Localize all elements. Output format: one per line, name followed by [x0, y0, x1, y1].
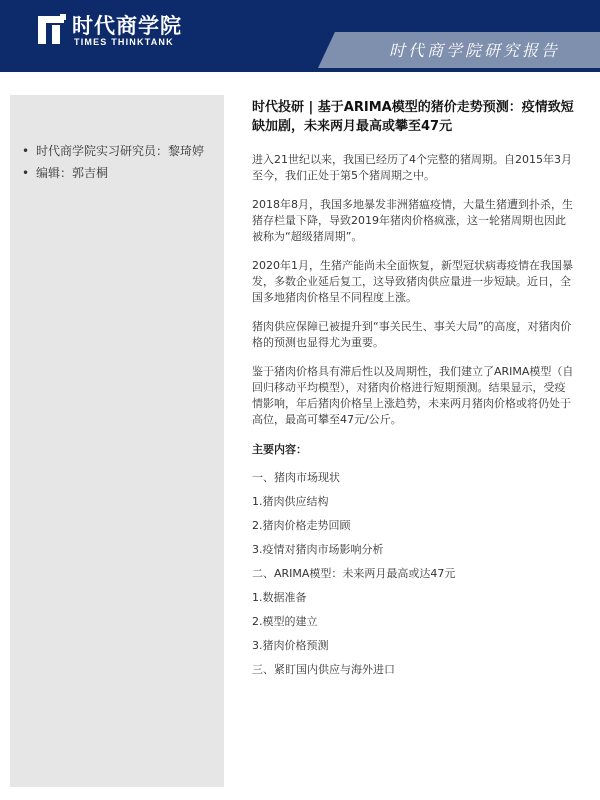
author-text: 时代商学院实习研究员：黎琦婷	[36, 144, 205, 158]
brand-logo-icon	[38, 14, 66, 44]
brand-name-en: TIMES THINKTANK	[74, 37, 174, 47]
toc-item: 2.猪肉价格走势回顾	[252, 519, 351, 532]
editor-text: 编辑：郭吉桐	[36, 166, 109, 180]
report-header	[0, 0, 600, 72]
paragraph: 2018年8月，我国多地暴发非洲猪瘟疫情，大量生猪遭到扑杀，生猪存栏量下降，导致2019年猪肉价格疯涨，这一轮猪周期也因此被称为“超级猪周期”。	[252, 198, 573, 243]
paragraph: 2020年1月，生猪产能尚未全面恢复，新型冠状病毒疫情在我国暴发，多数企业延后复工，这导致猪肉供应量进一步短缺。近日，全国多地猪肉价格呈不同程度上涨。	[252, 259, 573, 304]
bullet-icon: •	[22, 144, 30, 158]
bullet-icon: •	[22, 166, 30, 180]
toc-heading: 主要内容：	[252, 443, 307, 456]
toc-item: 3.疫情对猪肉市场影响分析	[252, 543, 384, 556]
toc-item: 2.模型的建立	[252, 615, 318, 628]
toc-item: 1.数据准备	[252, 591, 307, 604]
article-title: 时代投研 | 基于ARIMA模型的猪价走势预测：疫情致短缺加剧，未来两月最高或攀至47元	[252, 100, 574, 134]
toc-item: 3.猪肉价格预测	[252, 639, 329, 652]
toc-item: 三、紧盯国内供应与海外进口	[252, 663, 395, 676]
author-item	[20, 140, 216, 162]
paragraph: 进入21世纪以来，我国已经历了4个完整的猪周期。自2015年3月至今，我们正处于第5个猪周期之中。	[252, 153, 572, 182]
brand-name-cn: 时代商学院	[72, 14, 182, 38]
paragraph: 猪肉供应保障已被提升到“事关民生、事关大局”的高度，对猪肉价格的预测也显得尤为重要。	[252, 320, 572, 349]
paragraph: 鉴于猪肉价格具有滞后性以及周期性，我们建立了ARIMA模型（自回归移动平均模型），对猪肉价格进行短期预测。结果显示，受疫情影响，年后猪肉价格呈上涨趋势，未来两月猪肉价格或将仍处于高位，最高可攀至47元/公斤。	[252, 365, 574, 426]
toc-item: 1.猪肉供应结构	[252, 495, 329, 508]
editor-item	[20, 162, 216, 184]
author-list	[20, 140, 216, 184]
author-sidebar	[10, 95, 224, 787]
article-body	[252, 98, 574, 682]
toc-item: 二、ARIMA模型：未来两月最高或达47元	[252, 567, 456, 580]
toc-item: 一、猪肉市场现状	[252, 471, 340, 484]
report-label: 时代商学院研究报告	[388, 41, 560, 60]
